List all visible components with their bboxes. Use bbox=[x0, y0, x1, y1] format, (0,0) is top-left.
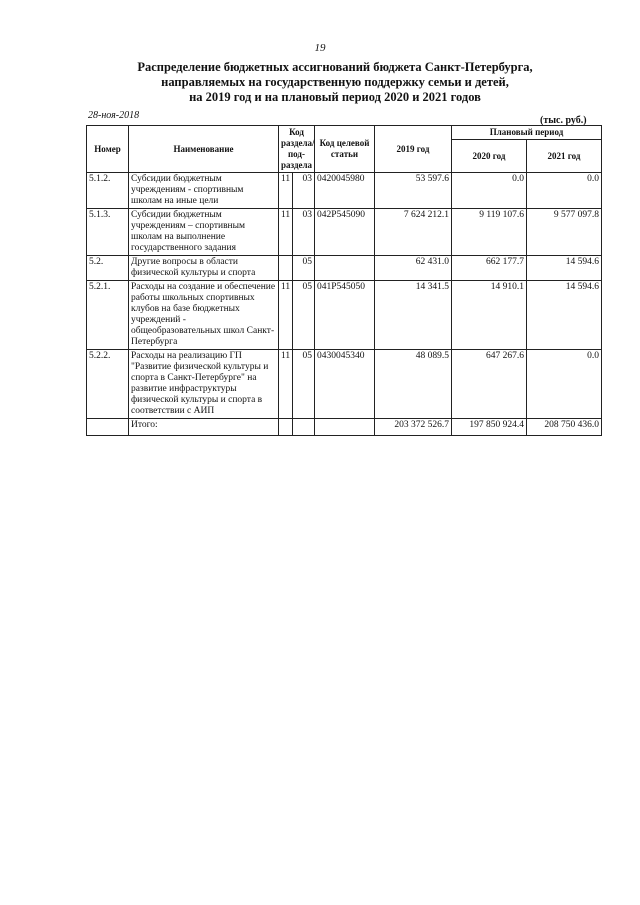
row-section: 11 bbox=[279, 281, 293, 350]
header-planned-period: Плановый период bbox=[452, 126, 602, 140]
row-name: Субсидии бюджетным учреждениям – спортивным школам на выполнение государственного задания bbox=[129, 209, 279, 256]
row-number: 5.2.1. bbox=[87, 281, 129, 350]
table-row bbox=[87, 209, 602, 256]
row-section: 11 bbox=[279, 209, 293, 256]
header-number: Номер bbox=[87, 126, 129, 173]
row-2019: 53 597.6 bbox=[375, 173, 452, 209]
row-number: 5.1.2. bbox=[87, 173, 129, 209]
table-row bbox=[87, 350, 602, 419]
row-2019: 14 341.5 bbox=[375, 281, 452, 350]
row-target-code: 0420045980 bbox=[315, 173, 375, 209]
row-target-code: 042Р545090 bbox=[315, 209, 375, 256]
row-2020: 0.0 bbox=[452, 173, 527, 209]
total-2019: 203 372 526.7 bbox=[375, 419, 452, 436]
row-name: Расходы на реализацию ГП "Развитие физической культуры и спорта в Санкт-Петербурге" на развитие инфраструктуры физической культуры и спорта в соответствии с АИП bbox=[129, 350, 279, 419]
row-2021: 14 594.6 bbox=[527, 256, 602, 281]
row-section: 11 bbox=[279, 350, 293, 419]
header-section-code: Код раздела/ под-раздела bbox=[279, 126, 315, 173]
row-subsection: 03 bbox=[293, 173, 315, 209]
row-2020: 647 267.6 bbox=[452, 350, 527, 419]
total-subsection-cell bbox=[293, 419, 315, 436]
total-number-cell bbox=[87, 419, 129, 436]
header-target-code: Код целевой статьи bbox=[315, 126, 375, 173]
total-target-cell bbox=[315, 419, 375, 436]
table-row bbox=[87, 281, 602, 350]
document-date: 28-ноя-2018 bbox=[88, 110, 140, 121]
row-name: Субсидии бюджетным учреждениям - спортивным школам на иные цели bbox=[129, 173, 279, 209]
row-subsection: 05 bbox=[293, 256, 315, 281]
row-number: 5.2. bbox=[87, 256, 129, 281]
row-target-code: 0430045340 bbox=[315, 350, 375, 419]
units-label: (тыс. руб.) bbox=[540, 115, 587, 126]
row-section bbox=[279, 256, 293, 281]
row-subsection: 05 bbox=[293, 350, 315, 419]
row-subsection: 03 bbox=[293, 209, 315, 256]
row-2020: 662 177.7 bbox=[452, 256, 527, 281]
header-2021: 2021 год bbox=[527, 140, 602, 173]
row-2020: 9 119 107.6 bbox=[452, 209, 527, 256]
row-number: 5.2.2. bbox=[87, 350, 129, 419]
table-row bbox=[87, 256, 602, 281]
row-name: Другие вопросы в области физической культуры и спорта bbox=[129, 256, 279, 281]
row-section: 11 bbox=[279, 173, 293, 209]
row-2021: 0.0 bbox=[527, 173, 602, 209]
total-2021: 208 750 436.0 bbox=[527, 419, 602, 436]
total-row bbox=[87, 419, 602, 436]
row-2019: 48 089.5 bbox=[375, 350, 452, 419]
row-2021: 0.0 bbox=[527, 350, 602, 419]
total-2020: 197 850 924.4 bbox=[452, 419, 527, 436]
table-row bbox=[87, 173, 602, 209]
page-number: 19 bbox=[314, 42, 326, 54]
budget-table bbox=[86, 125, 602, 436]
row-2021: 9 577 097.8 bbox=[527, 209, 602, 256]
title-line-2: направляемых на государственную поддержку семьи и детей, bbox=[161, 75, 509, 89]
row-name: Расходы на создание и обеспечение работы школьных спортивных клубов на базе бюджетных учреждений - общеобразовательных школ Санкт-Петербурга bbox=[129, 281, 279, 350]
header-2019: 2019 год bbox=[375, 126, 452, 173]
row-target-code: 041Р545050 bbox=[315, 281, 375, 350]
total-section-cell bbox=[279, 419, 293, 436]
row-target-code bbox=[315, 256, 375, 281]
row-number: 5.1.3. bbox=[87, 209, 129, 256]
row-2019: 62 431.0 bbox=[375, 256, 452, 281]
row-2019: 7 624 212.1 bbox=[375, 209, 452, 256]
row-subsection: 05 bbox=[293, 281, 315, 350]
row-2020: 14 910.1 bbox=[452, 281, 527, 350]
title-line-1: Распределение бюджетных ассигнований бюджета Санкт-Петербурга, bbox=[137, 60, 533, 74]
document-title bbox=[120, 60, 550, 105]
row-2021: 14 594.6 bbox=[527, 281, 602, 350]
header-name: Наименование bbox=[129, 126, 279, 173]
title-line-3: на 2019 год и на плановый период 2020 и 2021 годов bbox=[189, 90, 481, 104]
total-label: Итого: bbox=[129, 419, 279, 436]
header-2020: 2020 год bbox=[452, 140, 527, 173]
